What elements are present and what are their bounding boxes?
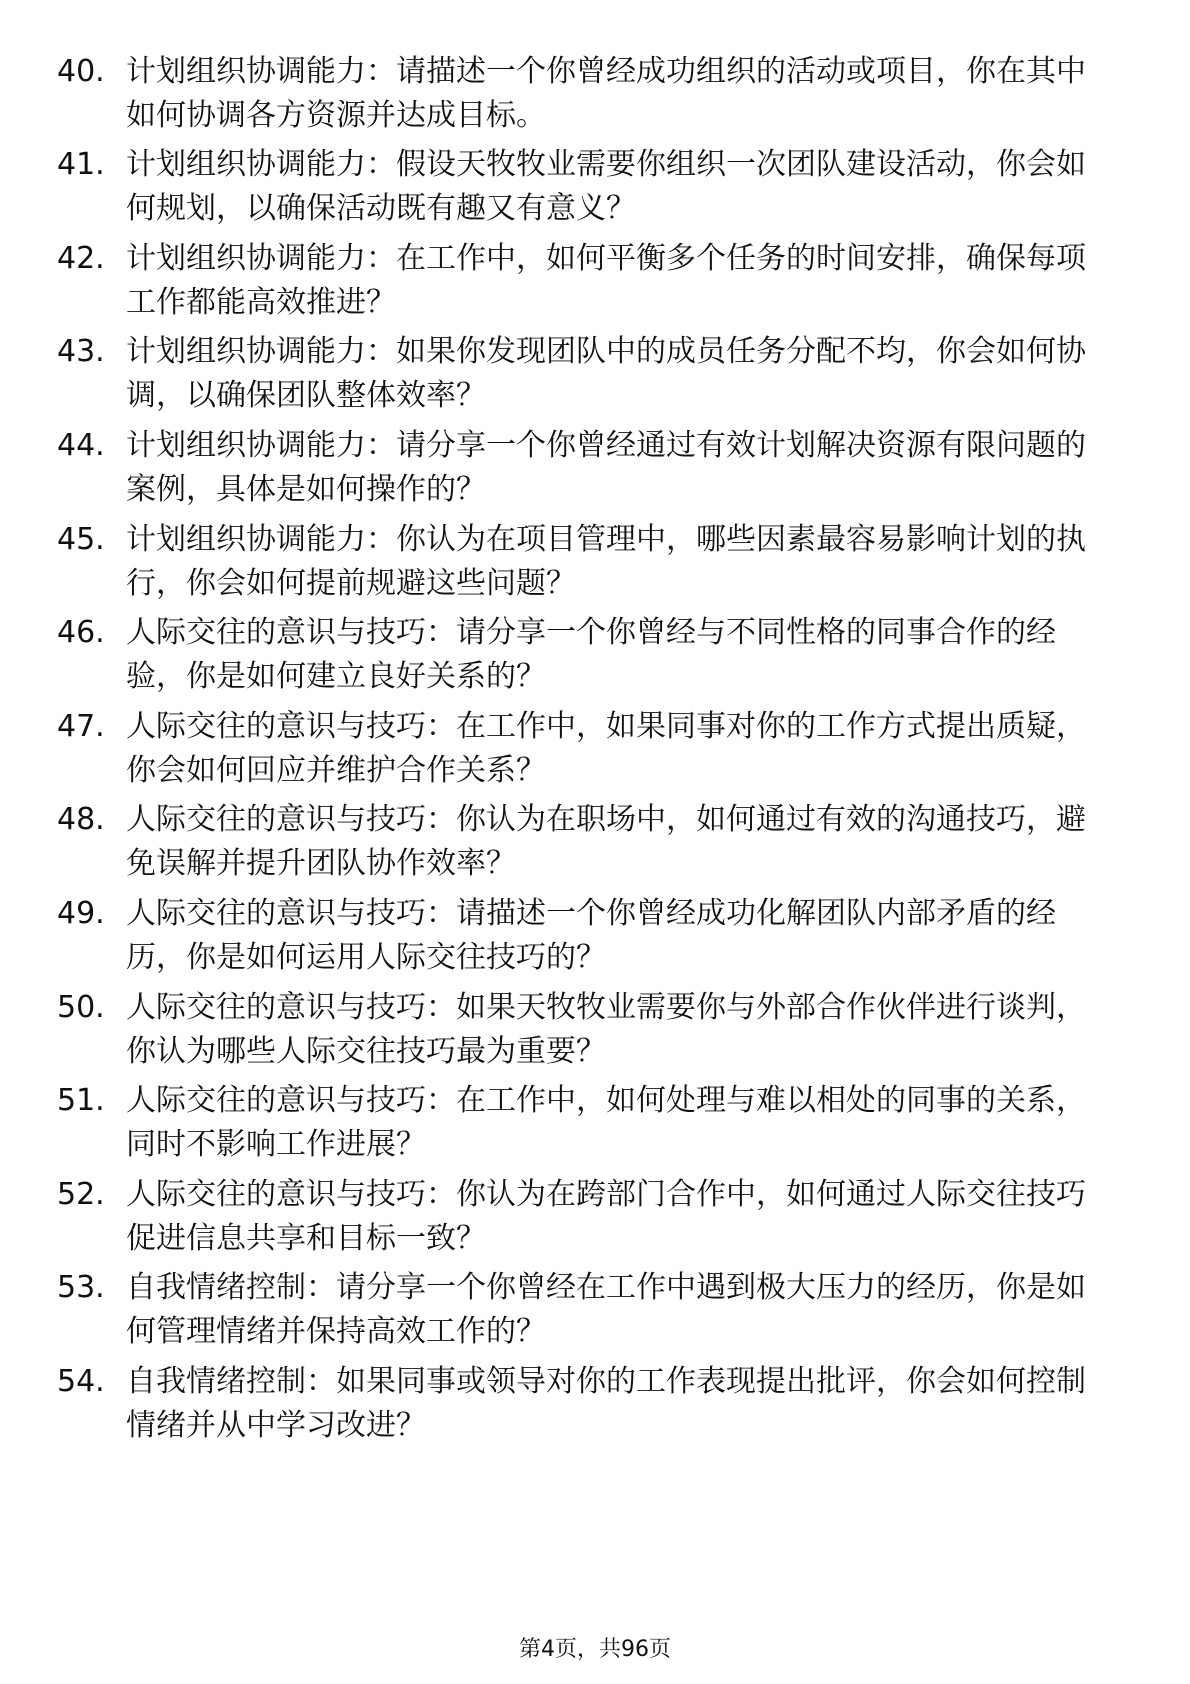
question-number: 44. [57,428,105,463]
question-text: 自我情绪控制：如果同事或领导对你的工作表现提出批评，你会如何控制情绪并从中学习改进？ [126,1364,1086,1443]
question-item [0,424,1190,514]
question-item [0,611,1190,701]
question-text: 人际交往的意识与技巧：如果天牧牧业需要你与外部合作伙伴进行谈判，你认为哪些人际交往技巧最为重要？ [126,990,1086,1069]
question-text: 人际交往的意识与技巧：你认为在跨部门合作中，如何通过人际交往技巧促进信息共享和目标一致？ [126,1177,1086,1256]
question-text: 自我情绪控制：请分享一个你曾经在工作中遇到极大压力的经历，你是如何管理情绪并保持高效工作的？ [126,1270,1086,1349]
question-text: 人际交往的意识与技巧：在工作中，如何处理与难以相处的同事的关系，同时不影响工作进展？ [126,1083,1086,1162]
question-number: 47. [57,709,105,744]
question-item [0,50,1190,140]
question-text: 计划组织协调能力：在工作中，如何平衡多个任务的时间安排，确保每项工作都能高效推进？ [126,241,1086,320]
question-number: 52. [57,1177,105,1212]
question-item [0,330,1190,420]
question-number: 40. [57,54,105,89]
page-footer: 第4页，共96页 [519,1637,671,1662]
question-number: 42. [57,241,105,276]
question-item [0,705,1190,795]
question-item [0,1266,1190,1356]
question-text: 计划组织协调能力：请描述一个你曾经成功组织的活动或项目，你在其中如何协调各方资源并达成目标。 [126,54,1086,133]
question-text: 计划组织协调能力：你认为在项目管理中，哪些因素最容易影响计划的执行，你会如何提前规避这些问题？ [126,522,1086,601]
question-item [0,237,1190,327]
question-text: 计划组织协调能力：如果你发现团队中的成员任务分配不均，你会如何协调，以确保团队整体效率？ [126,334,1086,413]
question-text: 人际交往的意识与技巧：请描述一个你曾经成功化解团队内部矛盾的经历，你是如何运用人际交往技巧的？ [126,896,1056,975]
question-text: 计划组织协调能力：请分享一个你曾经通过有效计划解决资源有限问题的案例，具体是如何操作的？ [126,428,1086,507]
question-item [0,892,1190,982]
question-number: 43. [57,334,105,369]
question-text: 计划组织协调能力：假设天牧牧业需要你组织一次团队建设活动，你会如何规划，以确保活动既有趣又有意义？ [126,147,1086,226]
question-number: 48. [57,802,105,837]
question-item [0,518,1190,608]
question-item [0,1360,1190,1450]
question-item [0,798,1190,888]
question-number: 41. [57,147,105,182]
question-text: 人际交往的意识与技巧：在工作中，如果同事对你的工作方式提出质疑，你会如何回应并维护合作关系？ [126,709,1086,788]
question-item [0,986,1190,1076]
question-number: 50. [57,990,105,1025]
question-item [0,143,1190,233]
question-number: 46. [57,615,105,650]
question-text: 人际交往的意识与技巧：请分享一个你曾经与不同性格的同事合作的经验，你是如何建立良好关系的？ [126,615,1056,694]
question-number: 49. [57,896,105,931]
question-number: 54. [57,1364,105,1399]
question-number: 51. [57,1083,105,1118]
question-number: 53. [57,1270,105,1305]
question-text: 人际交往的意识与技巧：你认为在职场中，如何通过有效的沟通技巧，避免误解并提升团队协作效率？ [126,802,1086,881]
question-number: 45. [57,522,105,557]
question-item [0,1079,1190,1169]
question-item [0,1173,1190,1263]
